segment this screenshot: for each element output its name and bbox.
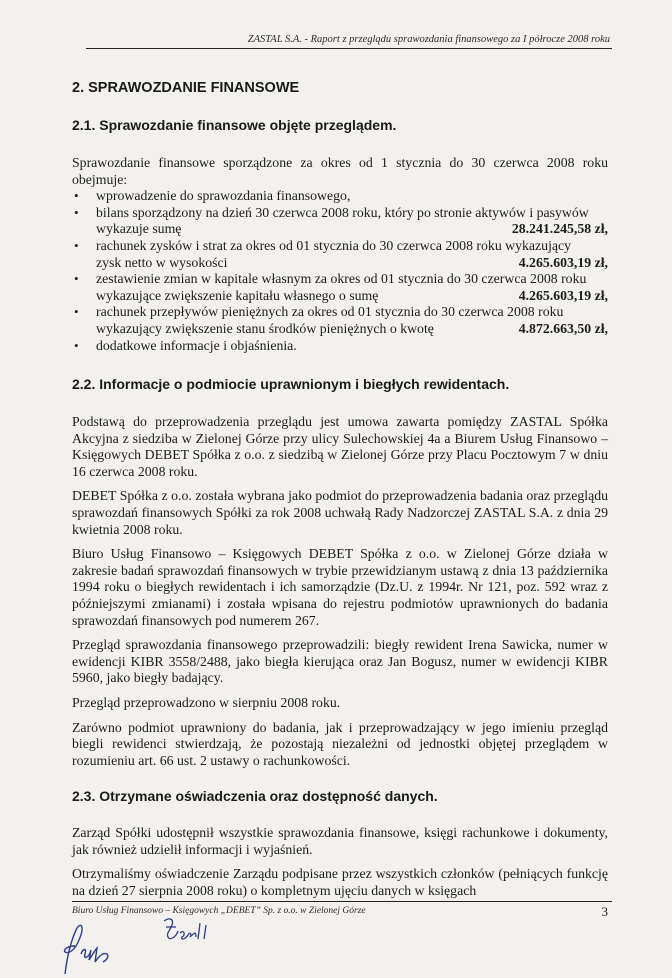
section-2-3-body bbox=[72, 825, 608, 899]
header-divider bbox=[86, 48, 612, 49]
amount-value: 4.872.663,50 zł, bbox=[518, 320, 608, 336]
paragraph: Otrzymaliśmy oświadczenie Zarządu podpisane przez wszystkich członków (pełniących funkcję na dzień 27 sierpnia 2008 roku) o kompletnym ujęciu danych w księgach bbox=[72, 866, 608, 898]
bullet-icon: • bbox=[74, 304, 79, 320]
paragraph: Podstawą do przeprowadzenia przeglądu jest umowa zawarta pomiędzy ZASTAL Spółka Akcyjna z siedziba w Zielonej Górze przy ulicy Sulechowskiej 4a a Biurem Usług Finansowo – Księgowych DEBET Spółka z o.o. z siedzibą w Zielonej Górze przy Placu Pocztowym 7 w dniu 16 czerwca 2008 roku. bbox=[72, 414, 608, 479]
section-heading-2-2: 2.2. Informacje o podmiocie uprawnionym i biegłych rewidentach. bbox=[72, 376, 510, 392]
section-heading-2-1: 2.1. Sprawozdanie finansowe objęte przeglądem. bbox=[72, 117, 397, 133]
list-item: • rachunek zysków i strat za okres od 01 stycznia do 30 czerwca 2008 roku wykazujący zysk netto w wysokości 4.265.603,19 zł, bbox=[74, 237, 608, 270]
list-item: • rachunek przepływów pieniężnych za okres od 01 stycznia do 30 czerwca 2008 roku wykazujący zwiększenie stanu środków pieniężnych o kwotę 4.872.663,50 zł, bbox=[74, 304, 608, 336]
page-number: 3 bbox=[601, 904, 608, 919]
running-header: ZASTAL S.A. - Raport z przeglądu sprawozdania finansowego za I półrocze 2008 roku bbox=[247, 34, 610, 45]
paragraph: Biuro Usług Finansowo – Księgowych DEBET Spółka z o.o. w Zielonej Górze działa w zakresie badań sprawozdań finansowych w trybie przewidzianym ustawą z dnia 13 października 1994 roku o biegłych rewidentach i ich samorządzie (Dz.U. z 1994r. Nr 121, poz. 592 wraz z późniejszymi zmianami) i została wpisana do rejestru podmiotów uprawnionych do badania sprawozdań finansowych pod numerem 267. bbox=[72, 546, 608, 628]
bullet-icon: • bbox=[74, 271, 79, 287]
bullet-icon: • bbox=[74, 337, 79, 353]
bullet-icon: • bbox=[74, 237, 79, 253]
bullet-icon: • bbox=[74, 204, 79, 220]
paragraph: Przegląd przeprowadzono w sierpniu 2008 roku. bbox=[72, 694, 341, 710]
list-item: • bilans sporządzony na dzień 30 czerwca 2008 roku, który po stronie aktywów i pasywów wykazuje sumę 28.241.245,58 zł, bbox=[74, 204, 608, 237]
amount-value: 4.265.603,19 zł, bbox=[518, 287, 608, 303]
footer-firm: Biuro Usług Finansowo – Księgowych „DEBET” Sp. z o.o. w Zielonej Górze bbox=[72, 906, 366, 916]
amount-value: 28.241.245,58 zł, bbox=[511, 221, 608, 237]
list-item: • zestawienie zmian w kapitale własnym za okres od 01 stycznia do 30 czerwca 2008 roku wykazujące zwiększenie kapitału własnego o sumę 4.265.603,19 zł, bbox=[74, 271, 608, 303]
list-item: • wprowadzenie do sprawozdania finansowego, bbox=[74, 188, 351, 204]
section-heading-2-3: 2.3. Otrzymane oświadczenia oraz dostępność danych. bbox=[72, 788, 438, 804]
footer-divider bbox=[72, 901, 612, 902]
handwritten-signature bbox=[55, 918, 115, 976]
handwritten-initials-signature bbox=[160, 915, 220, 945]
intro-paragraph: Sprawozdanie finansowe sporządzone za okres od 1 stycznia do 30 czerwca 2008 roku obejmuje: bbox=[72, 155, 608, 187]
bullet-icon: • bbox=[74, 188, 79, 204]
section-2-2-body bbox=[72, 414, 608, 769]
paragraph: Zarząd Spółki udostępnił wszystkie sprawozdania finansowe, księgi rachunkowe i dokumenty, jak również udzielił informacji i wyjaśnień. bbox=[72, 825, 608, 857]
section-2-1-body bbox=[72, 155, 608, 354]
paragraph: Zarówno podmiot uprawniony do badania, jak i przeprowadzający w jego imieniu przegląd biegli rewidenci stwierdzają, że pozostają niezależni od jednostki objętej przeglądem w rozumieniu art. 66 ust. 2 ustawy o rachunkowości. bbox=[72, 719, 608, 768]
paragraph: DEBET Spółka z o.o. została wybrana jako podmiot do przeprowadzenia badania oraz przeglądu sprawozdań finansowych Spółki za rok 2008 uchwałą Rady Nadzorczej ZASTAL S.A. z dnia 29 kwietnia 2008 roku. bbox=[72, 488, 608, 537]
list-item: • dodatkowe informacje i objaśnienia. bbox=[74, 337, 297, 353]
amount-value: 4.265.603,19 zł, bbox=[518, 254, 608, 270]
paragraph: Przegląd sprawozdania finansowego przeprowadzili: biegły rewident Irena Sawicka, numer w ewidencji KIBR 3558/2488, jako biegła kierująca oraz Jan Bogusz, numer w ewidencji KIBR 5960, jako biegły badający. bbox=[72, 637, 608, 686]
section-heading-2: 2. SPRAWOZDANIE FINANSOWE bbox=[72, 80, 300, 96]
statement-components-list bbox=[72, 188, 608, 354]
